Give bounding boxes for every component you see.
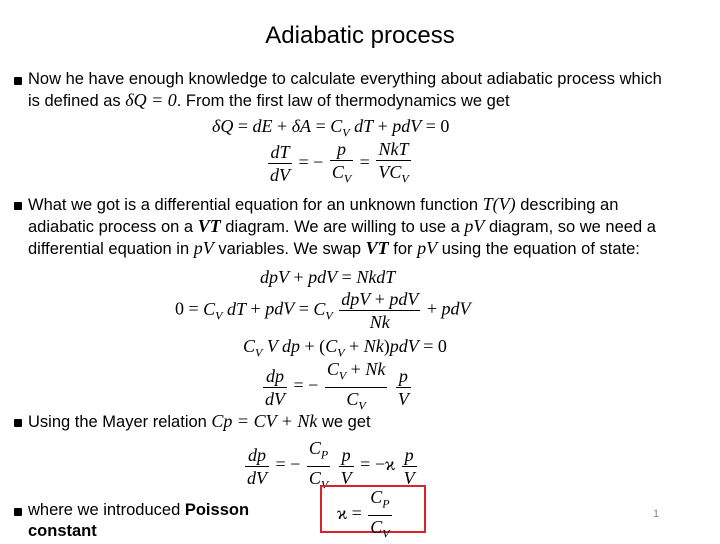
paragraph-mayer: Using the Mayer relation Cp = CV + Nk we get [28, 411, 371, 431]
slide-title: Adiabatic process [265, 22, 455, 49]
paragraph-intro: Now he have enough knowledge to calculate everything about adiabatic process which is defined as δQ = 0. From the first law of thermodynamics we get [28, 70, 662, 110]
bullet [14, 508, 22, 516]
equation-combined: $C_V$ V dp + $(C_V + Nk)pdV = 0$ [243, 336, 447, 360]
equation-dT-dV: $\frac{dT}{dV}$ = − $\frac{p}{C_V}$ = $\frac{\text{NkT}}{VC_V}$ [270, 139, 409, 186]
paragraph-differential: What we got is a differential equation for an unknown function T(V) describing an adiabatic process on a VT diagram. We are willing to use a pV diagram, so we need a differential equation in pV variables. We swap VT for pV using the equation of state: [28, 194, 656, 258]
equation-state-differential: dpV + pdV = NkdT [260, 267, 396, 287]
equation-dp-dV: $\frac{dp}{dV}$ = − $\frac{C_V + Nk}{C_V}$ $\frac{p}{V}$ [265, 359, 409, 413]
paragraph-poisson: where we introduced Poisson constant [28, 501, 250, 540]
equation-mayer-result: $\frac{dp}{dV}$ = − $\frac{C_P}{C_V}$ $\frac{p}{V}$ = −ϰ $\frac{p}{V}$ [247, 438, 415, 492]
bullet [14, 202, 22, 210]
equation-substitution: $0 = C_V$ dT + pdV = $C_V$ $\frac{\text{dpV + pdV}}{Nk}$ + pdV [175, 289, 471, 332]
page-number: 1 [653, 508, 660, 520]
equation-poisson-constant: ϰ = $\frac{C_P}{C_V}$ [337, 487, 390, 541]
equation-first-law: δQ = dE + $\delta A = C_V$ dT + pdV = 0 [212, 116, 450, 140]
bullet [14, 419, 22, 427]
bullet [14, 77, 22, 85]
